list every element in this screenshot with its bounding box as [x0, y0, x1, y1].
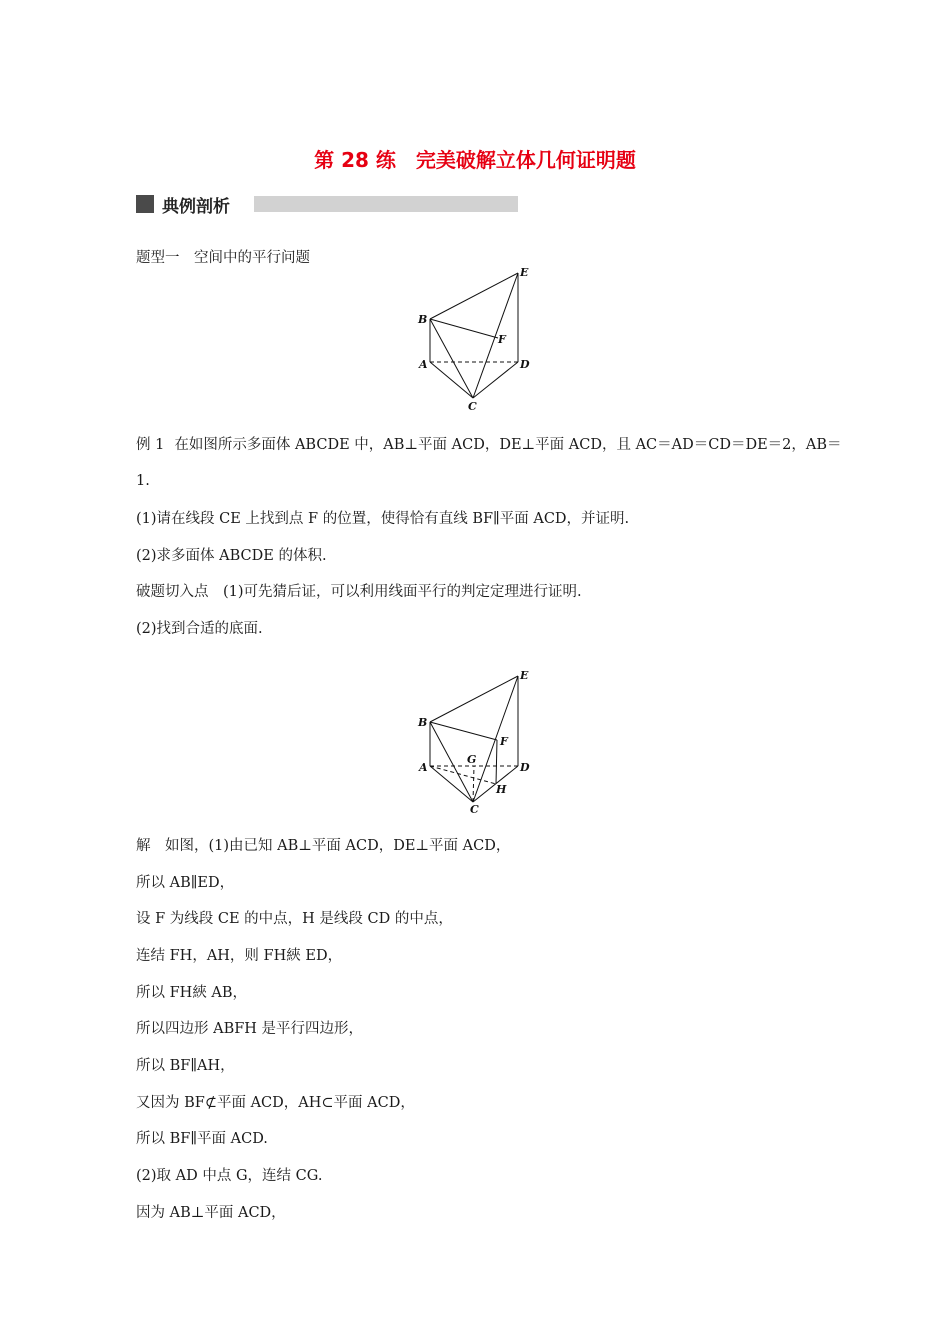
solution-line-1: 解 如图，(1)由已知 AB⊥平面 ACD，DE⊥平面 ACD， [136, 838, 511, 854]
example-label: 例 1 [136, 437, 165, 453]
edge-bc [430, 319, 473, 398]
solution-line-5: 所以 FH綊 AB， [136, 985, 248, 1001]
example-text: 在如图所示多面体 ABCDE 中，AB⊥平面 ACD，DE⊥平面 ACD，且 AC＝AD＝CD＝DE＝2，AB＝ [174, 437, 842, 453]
section-header [136, 194, 518, 217]
edge-ah [430, 766, 496, 784]
solution-line-4: 连结 FH，AH，则 FH綊 ED， [136, 948, 343, 964]
problem-type-heading: 题型一 空间中的平行问题 [136, 250, 310, 266]
label-e: E [520, 266, 529, 279]
solution-line-8: 又因为 BF⊄平面 ACD，AH⊂平面 ACD， [136, 1095, 415, 1111]
label-c: C [470, 803, 479, 816]
question-1: (1)请在线段 CE 上找到点 F 的位置，使得恰有直线 BF∥平面 ACD，并证明. [136, 511, 630, 527]
edge-ec [473, 273, 518, 398]
solution-line-9: 所以 BF∥平面 ACD. [136, 1131, 268, 1147]
solution-line-10: (2)取 AD 中点 G，连结 CG. [136, 1168, 323, 1184]
figure-2 [410, 665, 540, 817]
label-d: D [520, 761, 530, 774]
edge-be [430, 676, 518, 722]
edge-be [430, 273, 518, 319]
example-1-cont: 1. [136, 473, 150, 489]
section-marker [136, 195, 154, 213]
label-a: A [419, 761, 428, 774]
section-label: 典例剖析 [162, 197, 230, 217]
label-f: F [500, 735, 508, 748]
hint-1: 破题切入点 (1)可先猜后证，可以利用线面平行的判定定理进行证明. [136, 584, 582, 600]
edge-cg [473, 766, 474, 802]
example-1-line [136, 433, 842, 454]
edge-fh [496, 740, 497, 784]
label-e: E [520, 669, 529, 682]
edge-bf [430, 722, 497, 740]
page-title: 第 28 练 完美破解立体几何证明题 [314, 148, 636, 172]
solution-line-7: 所以 BF∥AH， [136, 1058, 235, 1074]
solution-line-6: 所以四边形 ABFH 是平行四边形， [136, 1021, 364, 1037]
question-2: (2)求多面体 ABCDE 的体积. [136, 548, 327, 564]
solution-line-11: 因为 AB⊥平面 ACD， [136, 1205, 286, 1221]
label-h: H [496, 783, 507, 796]
label-c: C [468, 400, 477, 413]
solution-line-2: 所以 AB∥ED， [136, 875, 235, 891]
label-f: F [498, 333, 506, 346]
label-b: B [418, 313, 428, 326]
edge-ac [430, 362, 473, 398]
label-b: B [418, 716, 428, 729]
label-g: G [467, 753, 477, 766]
edge-bf [430, 319, 498, 338]
hint-2: (2)找到合适的底面. [136, 621, 263, 637]
figure-1 [410, 262, 540, 414]
solution-line-3: 设 F 为线段 CE 的中点，H 是线段 CD 的中点， [136, 911, 453, 927]
label-a: A [419, 358, 428, 371]
section-bar [254, 196, 518, 212]
label-d: D [520, 358, 530, 371]
